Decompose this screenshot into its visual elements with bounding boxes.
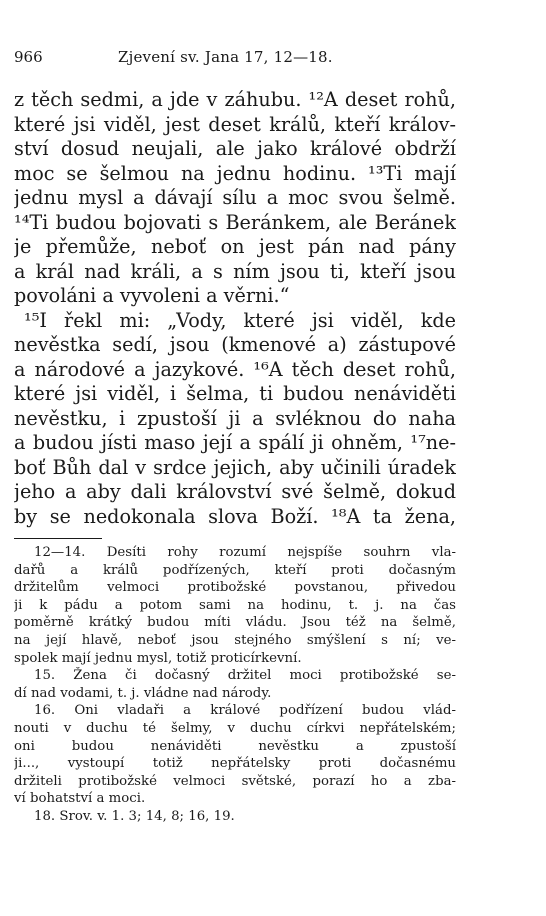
text-line: ství dosud neujali, ale jako králové obdrží [14, 137, 456, 160]
page-number: 966 [14, 48, 43, 66]
text-line: z těch sedmi, a jde v záhubu. ¹²A deset rohů, [14, 88, 456, 111]
text-line: ¹⁴Ti budou bojovati s Beránkem, ale Beránek [14, 210, 456, 234]
footnote-line: dí nad vodami, t. j. vládne nad národy. [14, 685, 272, 701]
footnote-divider [14, 538, 102, 539]
footnote-line: držitelům velmoci protibožské povstanou, přivedou [14, 580, 456, 596]
footnote-line: ji k pádu a potom sami na hodinu, t. j. na čas [14, 597, 456, 613]
text-line: by se nedokonala slova Boží. ¹⁸A ta žena, [14, 504, 456, 528]
footnote-line: poměrně krátký budou míti vládu. Jsou též na šelmě, [14, 615, 456, 631]
footnote-line: ji..., vystoupí totiž nepřátelsky proti dočasnému [14, 756, 456, 772]
text-line: jeho a aby dali království své šelmě, dokud [14, 480, 456, 503]
book-page [14, 48, 456, 826]
footnote-line: nouti v duchu té šelmy, v duchu církvi nepřátelském; [14, 720, 456, 736]
footnote-line: držiteli protibožské velmoci světské, porazí ho a zba- [14, 773, 456, 789]
footnotes [14, 544, 456, 826]
footnote-line: spolek mají jednu mysl, totiž proticírkevní. [14, 650, 302, 666]
footnote-line: na její hlavě, neboť jsou stejného smýšlení s ní; ve- [14, 632, 456, 648]
footnote-line: dařů a králů podřízených, kteří proti dočasným [14, 562, 456, 578]
text-line: moc se šelmou na jednu hodinu. ¹³Ti mají [14, 161, 456, 185]
footnote-line: 18. Srov. v. 1. 3; 14, 8; 16, 19. [34, 808, 235, 824]
page-header [14, 48, 456, 76]
text-line: které jsi viděl, jest deset králů, kteří králov- [14, 112, 456, 136]
text-line: které jsi viděl, i šelma, ti budou nenáviděti [14, 382, 456, 405]
text-line: nevěstka sedí, jsou (kmenové a) zástupové [14, 333, 456, 356]
text-line: povoláni a vyvoleni a věrni.“ [14, 284, 290, 307]
text-line: a národové a jazykové. ¹⁶A těch deset rohů, [14, 357, 456, 381]
running-title: Zjevení sv. Jana 17, 12—18. [118, 48, 333, 66]
text-line: a král nad králi, a s ním jsou ti, kteří jsou [14, 259, 456, 283]
scripture-text [14, 88, 456, 529]
text-line: jednu mysl a dávají sílu a moc svou šelmě. [14, 186, 456, 209]
text-line: ¹⁵I řekl mi: „Vody, které jsi viděl, kde [24, 308, 456, 332]
text-line: boť Bůh dal v srdce jejich, aby učinili úradek [14, 455, 456, 479]
footnote-line: 15. Žena či dočasný držitel moci protibožské se- [34, 668, 456, 684]
footnote-line: 12—14. Desíti rohy rozumí nejspíše souhrn vla- [34, 545, 456, 560]
text-line: je přemůže, neboť on jest pán nad pány [14, 235, 456, 258]
text-line: nevěstku, i zpustoší ji a svléknou do naha [14, 406, 456, 430]
footnote-line: oni budou nenáviděti nevěstku a zpustoší [14, 738, 456, 754]
footnote-line: ví bohatství a moci. [14, 791, 146, 807]
footnote-line: 16. Oni vladaři a králové podřízení budou vlád- [34, 703, 456, 719]
text-line: a budou jísti maso její a spálí ji ohněm, ¹⁷ne- [14, 431, 456, 454]
